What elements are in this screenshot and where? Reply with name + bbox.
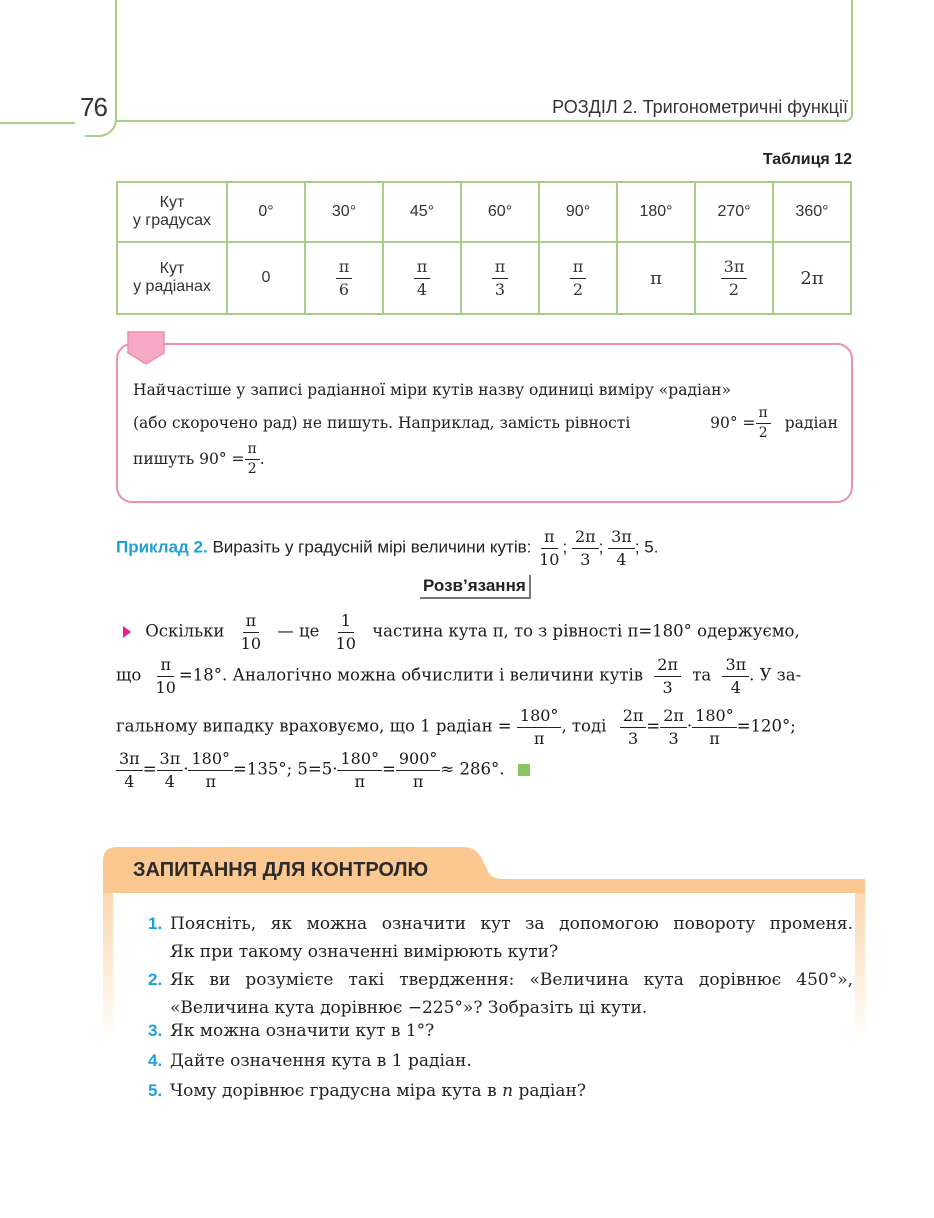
chapter-title: РОЗДІЛ 2. Тригонометричні функції [552,97,848,117]
row-label-radians: Кут у радіанах [117,242,227,314]
degree-cell: 90° [539,182,617,242]
degree-cell: 45° [383,182,461,242]
solution-line-2: що $\frac{\pi}{10}$ =18°. Аналогічно можна обчислити і величини кутів $\frac{2\pi}{3}$ та $\frac{3\pi}{4}$ . У за- [116,655,802,697]
question-item: 4. Дайте означення кута в 1 радіан. [148,1051,472,1071]
radian-cell: $\frac{\pi}{3}$ [461,242,539,314]
radian-cell: 0 [227,242,305,314]
angle-conversion-table [116,181,852,315]
header-rule [0,122,75,124]
solution-line-3: гальному випадку враховуємо, що 1 радіан = $\frac{180^\circ}{\pi}$ , тоді $\frac{2\pi}{3}$ = $\frac{2\pi}{3}$ · $\frac{180^\circ}{\pi}$ =120°; [116,706,796,748]
radian-cell: π [617,242,695,314]
radian-cell: $\frac{\pi}{2}$ [539,242,617,314]
degree-cell: 0° [227,182,305,242]
radian-cell: $\frac{3\pi}{2}$ [695,242,773,314]
note-text: Найчастіше у записі радіанної міри кутів назву одиниці виміру «радіан» (або скорочено рад) не пишуть. Наприклад, замість рівності 90° = $\frac{\pi}{2}$ радіан пишуть 90° = $\frac{\pi}{2}$ . [133,381,838,478]
radian-cell: 2π [773,242,851,314]
table-row-radians [117,242,851,314]
solution-heading: Розв’язання [420,575,531,599]
table-row-degrees [117,182,851,242]
table-caption: Таблиця 12 [762,151,852,168]
triangle-bullet-icon [122,626,132,638]
degree-cell: 180° [617,182,695,242]
solution-line-4: $\frac{3\pi}{4}$ = $\frac{3\pi}{4}$ · $\frac{180^\circ}{\pi}$ =135°; 5=5· $\frac{180^\circ}{\pi}$ = $\frac{900^\circ}{\pi}$ ≈ 286°. [116,750,854,790]
degree-cell: 270° [695,182,773,242]
radian-cell: $\frac{\pi}{6}$ [305,242,383,314]
example-statement: Приклад 2. Виразіть у градусній мірі величини кутів: $\frac{\pi}{10}$ ; $\frac{2\pi}{3}$ ; $\frac{3\pi}{4}$ ; 5. [116,527,659,569]
example-label: Приклад 2. [116,537,208,557]
degree-cell: 360° [773,182,851,242]
page-number: 76 [80,92,107,122]
degree-cell: 30° [305,182,383,242]
question-item: 1. Поясніть, як можна означити кут за допомогою повороту променя. Як при такому означенні вимірюють кути? [148,914,853,962]
question-item: 3. Як можна означити кут в 1°? [148,1021,435,1041]
row-label-degrees: Кут у градусах [117,182,227,242]
radian-cell: $\frac{\pi}{4}$ [383,242,461,314]
note-marker-icon [127,331,165,365]
question-item: 2. Як ви розумієте такі твердження: «Величина кута дорівнює 450°», «Величина кута дорівнює −225°»? Зобразіть ці кути. [148,970,853,1018]
question-item: 5. Чому дорівнює градусна міра кута в n радіан? [148,1081,586,1101]
end-of-solution-square-icon [518,764,530,776]
degree-cell: 60° [461,182,539,242]
questions-title: ЗАПИТАННЯ ДЛЯ КОНТРОЛЮ [133,859,429,881]
solution-line-1: Оскільки $\frac{\pi}{10}$ — це $\frac{1}{10}$ частина кута π, то з рівності π=180° одержуємо, [116,612,854,652]
